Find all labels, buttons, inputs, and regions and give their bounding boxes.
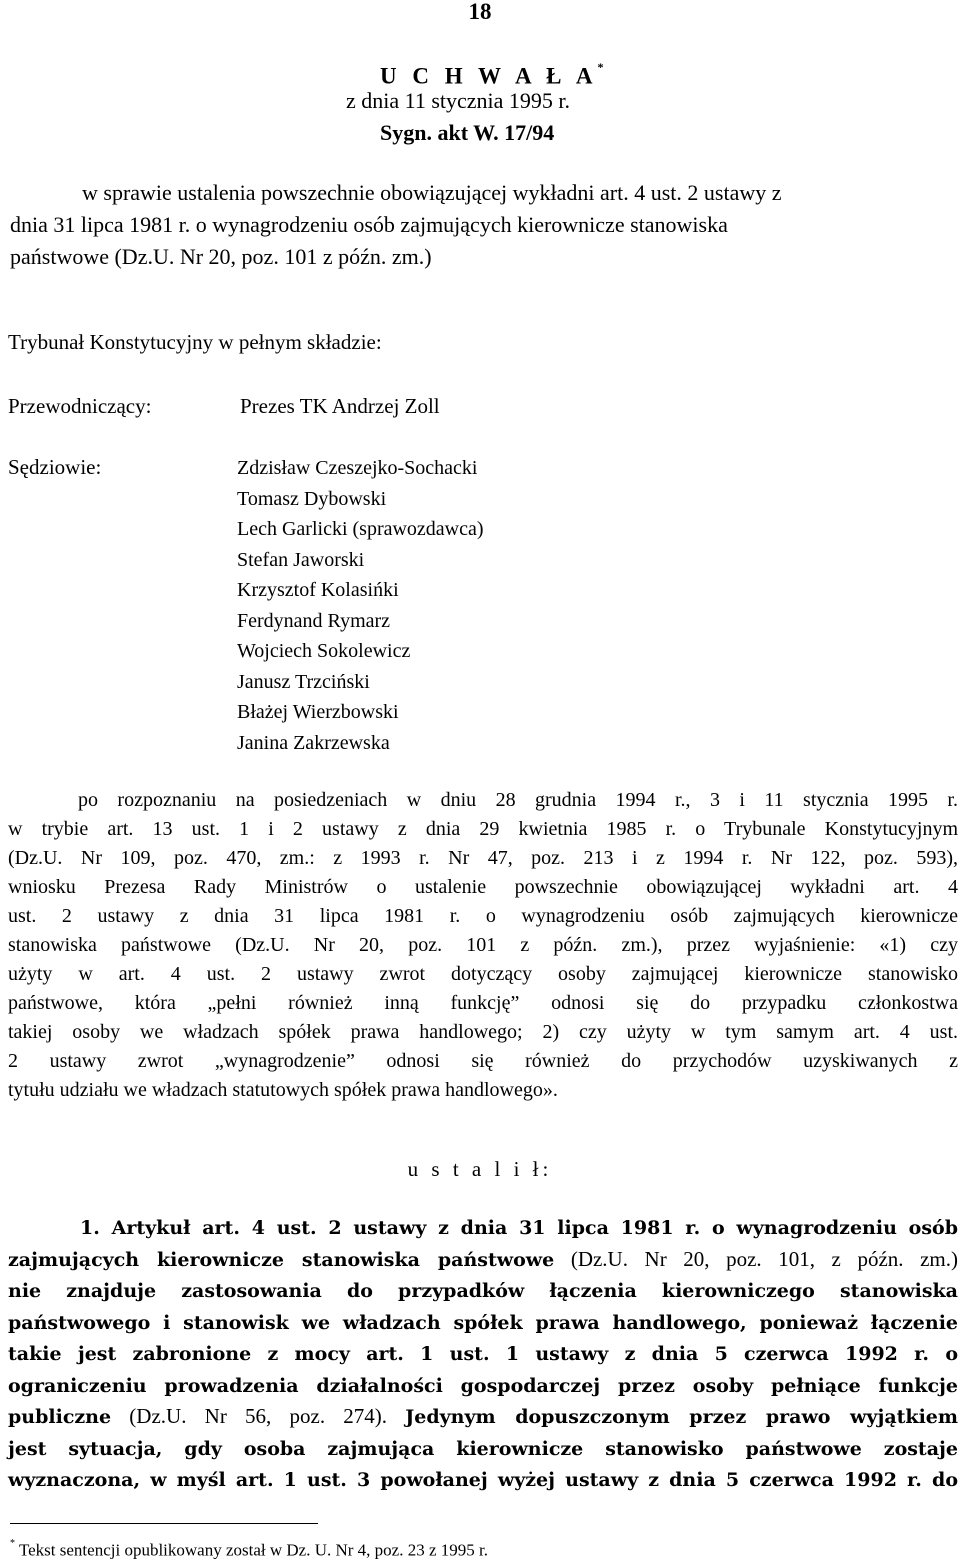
page-number: 18 xyxy=(468,0,492,24)
decision-line: takie jest zabronione z mocy art. 1 ust. 1 ustawy z dnia 5 czerwca 1992 r. o xyxy=(8,1343,958,1365)
decision-line: nie znajduje zastosowania do przypadków łączenia kierowniczego stanowiska xyxy=(8,1280,958,1302)
judge-name: Lech Garlicki (sprawozdawca) xyxy=(237,518,484,540)
subject-line: w sprawie ustalenia powszechnie obowiązującej wykładni art. 4 ust. 2 ustawy z xyxy=(82,180,782,205)
procedure-line: państwowe, która „pełni również inną funkcję” odnosi się do przypadku członkostwa xyxy=(8,992,958,1014)
judge-name: Tomasz Dybowski xyxy=(237,487,387,510)
decision-line: zajmujących kierownicze stanowiska państwowe (Dz.U. Nr 20, poz. 101, z późn. zm.) xyxy=(8,1246,958,1271)
ustalil-heading: u s t a l i ł: xyxy=(407,1157,553,1181)
procedure-line: wniosku Prezesa Rady Ministrów o ustalenie powszechnie obowiązującej wykładni art. 4 xyxy=(8,876,958,898)
case-signature: Sygn. akt W. 17/94 xyxy=(380,120,555,145)
procedure-line: w trybie art. 13 ust. 1 i 2 ustawy z dnia 29 kwietnia 1985 r. o Trybunale Konstytucyjnym xyxy=(8,818,958,840)
procedure-line: ust. 2 ustawy z dnia 31 lipca 1981 r. o wynagrodzeniu osób zajmujących kierownicze xyxy=(8,905,958,927)
procedure-line: po rozpoznaniu na posiedzeniach w dniu 28 grudnia 1994 r., 3 i 11 stycznia 1995 r. xyxy=(78,789,958,811)
procedure-line: stanowiska państwowe (Dz.U. Nr 20, poz. 101 z późn. zm.), przez wyjaśnienie: «1) czy xyxy=(8,934,958,956)
chair-label: Przewodniczący: xyxy=(8,394,152,418)
subject-line: państwowe (Dz.U. Nr 20, poz. 101 z późn. zm.) xyxy=(10,244,432,269)
judge-name: Wojciech Sokolewicz xyxy=(237,640,411,662)
judge-name: Błażej Wierzbowski xyxy=(237,701,399,723)
judge-name: Ferdynand Rymarz xyxy=(237,609,391,632)
procedure-line: 2 ustawy zwrot „wynagrodzenie” odnosi się również do przychodów uzyskiwanych z xyxy=(8,1050,958,1072)
decision-line: publiczne (Dz.U. Nr 56, poz. 274). Jedynym dopuszczonym przez prawo wyjątkiem xyxy=(8,1404,958,1428)
judges-list xyxy=(237,453,484,758)
procedure-line: użyty w art. 4 ust. 2 ustawy zwrot dotyczący osoby zajmującej kierownicze stanowisko xyxy=(8,963,958,985)
judge-name: Zdzisław Czeszejko-Sochacki xyxy=(237,457,478,479)
judges-label: Sędziowie: xyxy=(8,455,102,479)
judge-name: Krzysztof Kolasińki xyxy=(237,579,399,601)
chair-name: Prezes TK Andrzej Zoll xyxy=(240,394,440,418)
procedure-line: tytułu udziału we władzach statutowych spółek prawa handlowego». xyxy=(8,1079,558,1101)
judge-name: Stefan Jaworski xyxy=(237,548,365,571)
decision-paragraph xyxy=(8,1212,958,1496)
footnote xyxy=(10,1536,488,1562)
decision-line: wyznaczona, w myśl art. 1 ust. 3 powołanej wyżej ustawy z dnia 5 czerwca 1992 r. do xyxy=(8,1469,958,1491)
title-text: U C H W A Ł A xyxy=(380,63,598,89)
judge-name: Janina Zakrzewska xyxy=(237,731,390,754)
procedure-line: (Dz.U. Nr 109, poz. 470, zm.: z 1993 r. Nr 47, poz. 213 i z 1994 r. Nr 122, poz. 593), xyxy=(8,847,958,869)
decision-line: 1. Artykuł art. 4 ust. 2 ustawy z dnia 31 lipca 1981 r. o wynagrodzeniu osób xyxy=(80,1217,958,1239)
footnote-marker: * xyxy=(597,60,604,74)
document-date: z dnia 11 stycznia 1995 r. xyxy=(346,88,571,113)
subject-paragraph xyxy=(10,177,958,273)
judge-name: Janusz Trzciński xyxy=(237,670,370,693)
procedure-line: takiej osoby we władzach spółek prawa handlowego; 2) czy użyty w tym samym art. 4 ust. xyxy=(8,1021,958,1043)
footnote-text: Tekst sentencji opublikowany został w Dz. U. Nr 4, poz. 23 z 1995 r. xyxy=(15,1540,488,1560)
decision-line: państwowego i stanowisk we władzach spółek prawa handlowego, ponieważ łączenie xyxy=(8,1311,958,1334)
decision-line: jest sytuacja, gdy osoba zajmująca kierownicze stanowisko państwowe zostaje xyxy=(8,1437,958,1460)
footnote-marker: * xyxy=(10,1538,15,1549)
subject-line: dnia 31 lipca 1981 r. o wynagrodzeniu osób zajmujących kierownicze stanowiska xyxy=(10,212,728,237)
composition-heading: Trybunał Konstytucyjny w pełnym składzie: xyxy=(8,330,382,354)
decision-line: ograniczeniu prowadzenia działalności gospodarczej przez osoby pełniące funkcje xyxy=(8,1374,958,1397)
footnote-separator xyxy=(10,1523,318,1524)
document-title xyxy=(380,56,604,92)
procedure-paragraph xyxy=(8,786,958,1105)
